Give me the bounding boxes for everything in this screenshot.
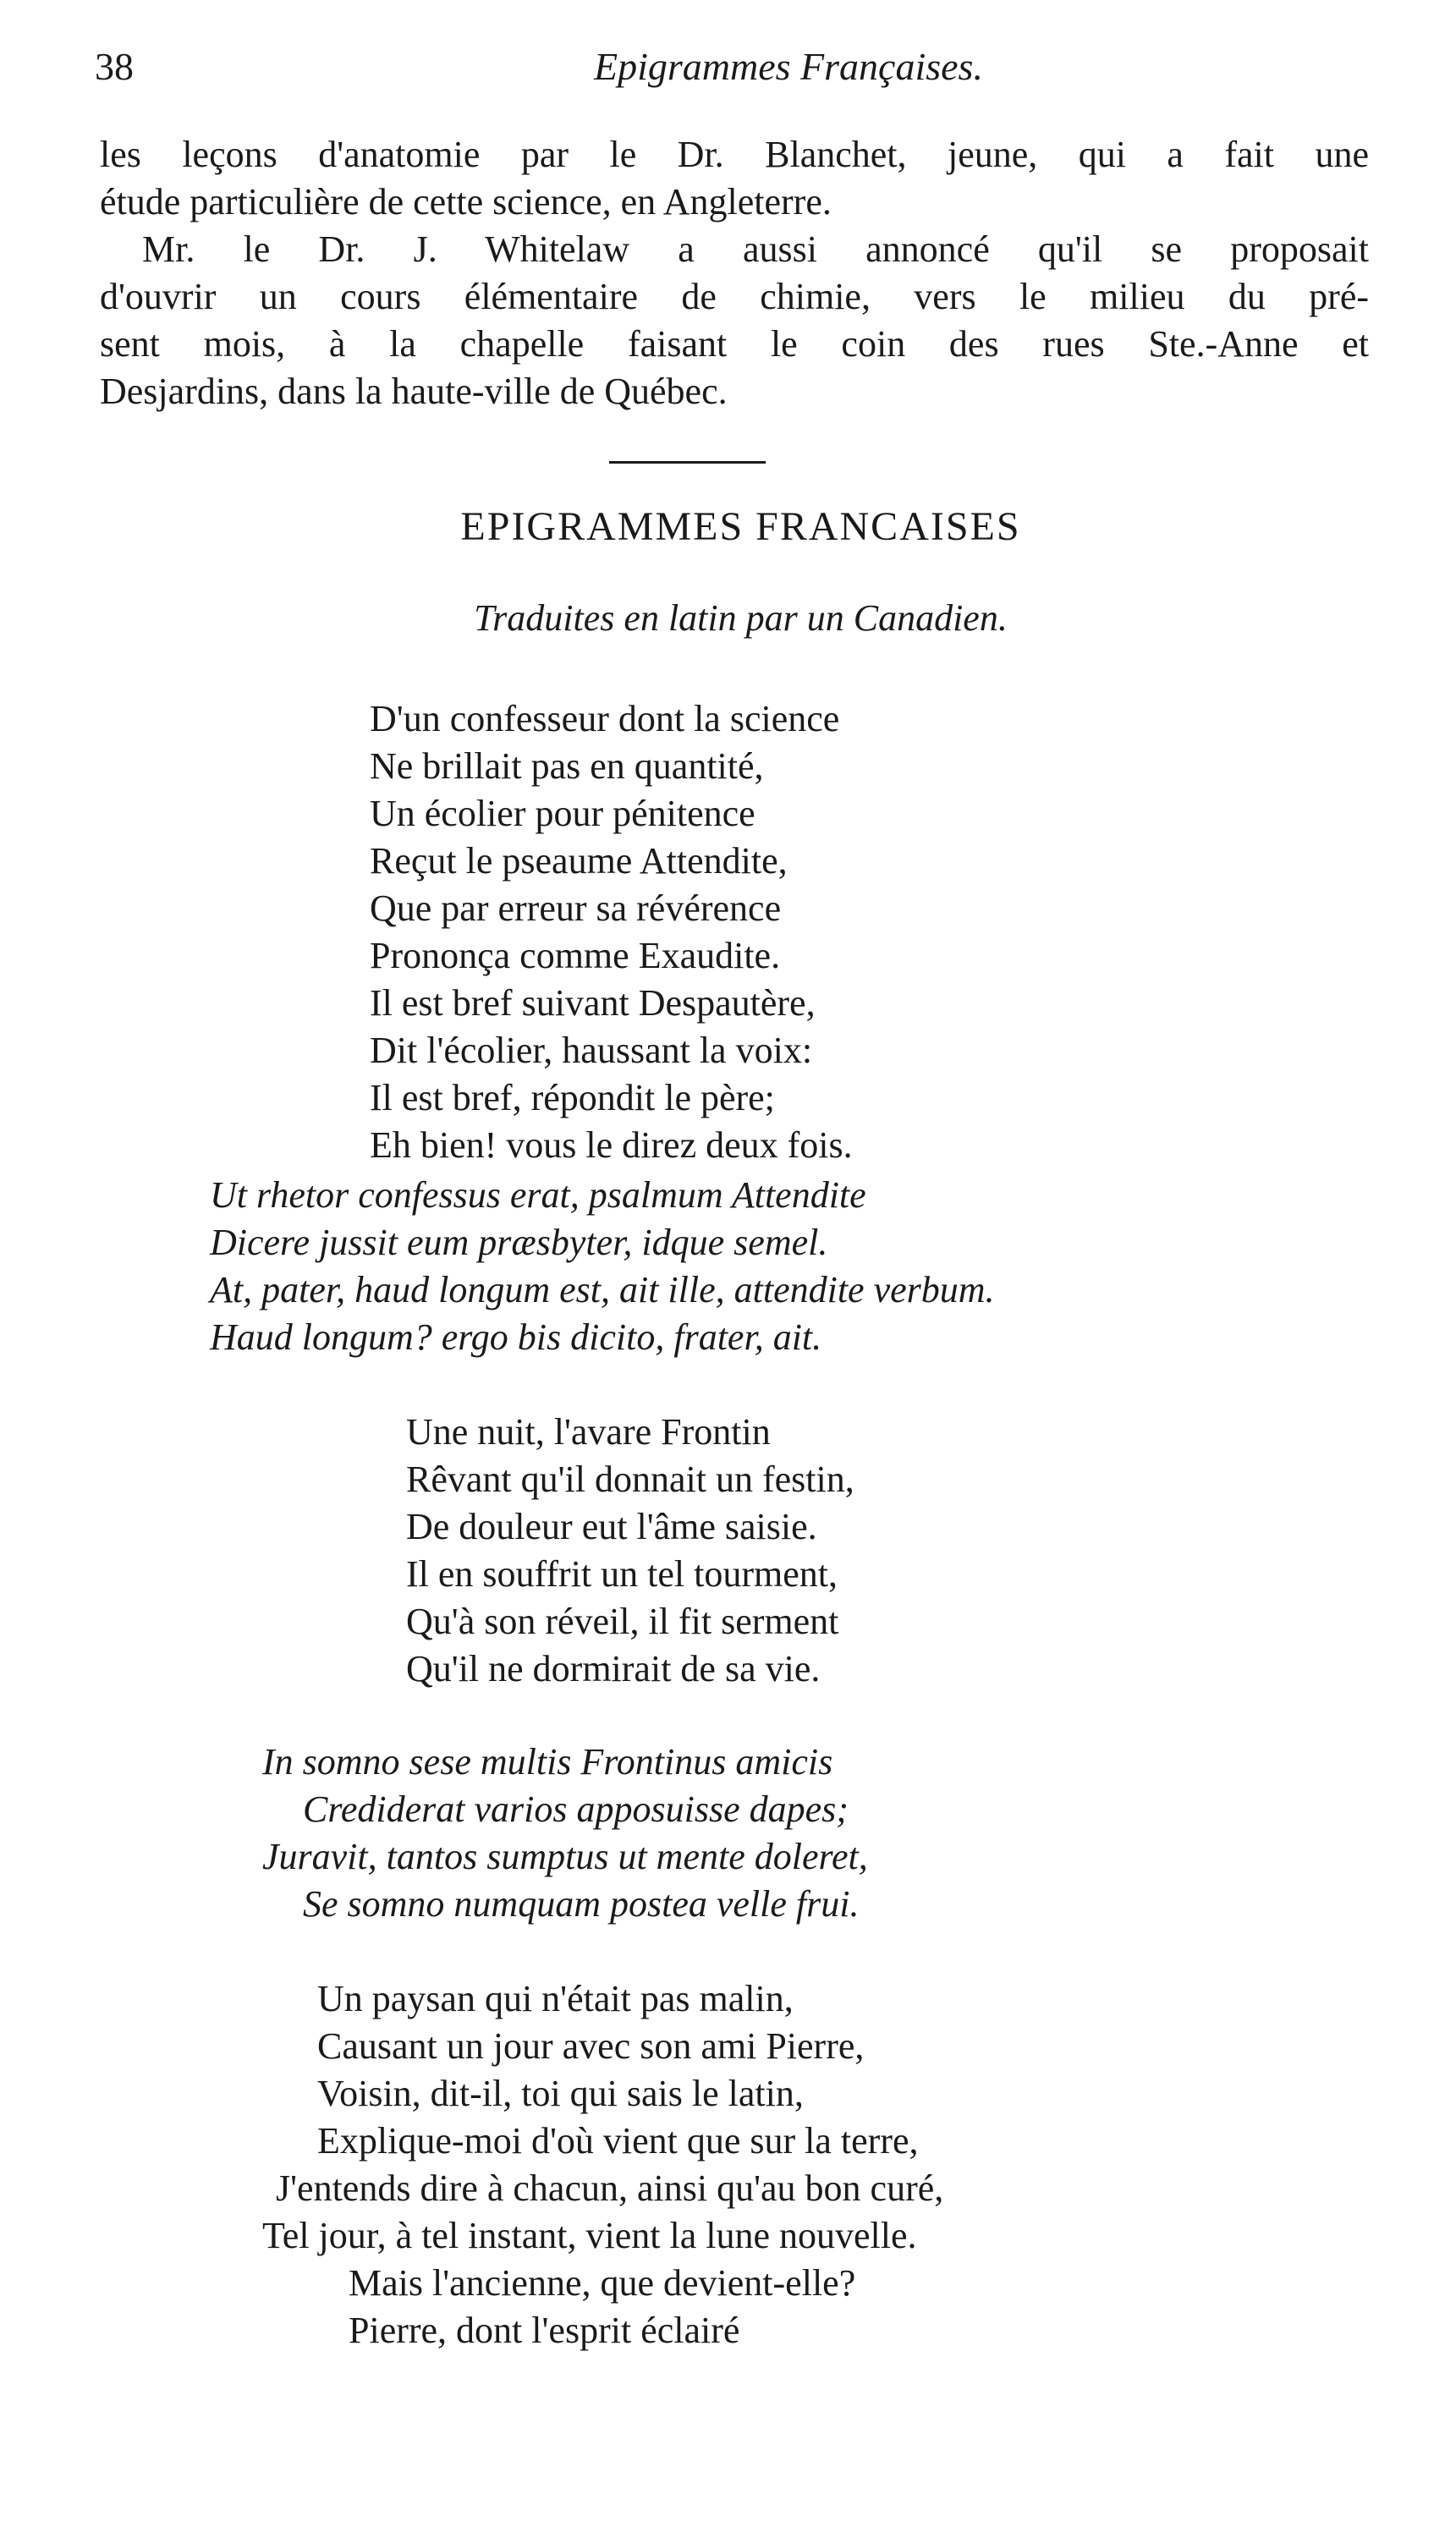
section-subtitle: Traduites en latin par un Canadien. [474,597,1008,639]
verse-line: Eh bien! vous le direz deux fois. [370,1124,853,1166]
verse-line: At, pater, haud longum est, ait ille, attendite verbum. [210,1269,995,1310]
verse-line: Tel jour, à tel instant, vient la lune nouvelle. [262,2215,917,2256]
verse-line: J'entends dire à chacun, ainsi qu'au bon curé, [276,2167,944,2209]
verse-line: Explique-moi d'où vient que sur la terre, [317,2120,919,2162]
verse-line: Ne brillait pas en quantité, [370,745,764,787]
verse-line: Rêvant qu'il donnait un festin, [406,1459,854,1500]
page-number: 38 [95,45,134,88]
prose-line: sent mois, à la chapelle faisant le coin des rues Ste.-Anne et [100,323,1369,365]
prose-paragraphs [100,131,1369,415]
verse-line: Pierre, dont l'esprit éclairé [349,2310,740,2351]
verse-line: Crediderat varios apposuisse dapes; [303,1788,849,1830]
verse-line: D'un confesseur dont la science [370,698,840,739]
prose-line: étude particulière de cette science, en Angleterre. [100,181,832,222]
verse-line: Mais l'ancienne, que devient-elle? [349,2262,856,2304]
french-epigram-1 [370,695,853,1169]
section-divider [609,461,766,464]
running-head: Epigrammes Françaises. [594,45,983,88]
verse-line: Dicere jussit eum præsbyter, idque semel. [210,1222,828,1263]
prose-line: Mr. le Dr. J. Whitelaw a aussi annoncé qu'il se proposait [142,228,1369,270]
verse-line: Causant un jour avec son ami Pierre, [317,2025,865,2067]
latin-translation-1 [210,1172,995,1361]
verse-line: Une nuit, l'avare Frontin [406,1411,771,1453]
verse-line: Dit l'écolier, haussant la voix: [370,1030,813,1071]
verse-line: Que par erreur sa révérence [370,887,782,929]
verse-line: De douleur eut l'âme saisie. [406,1506,817,1547]
verse-line: Il en souffrit un tel tourment, [406,1553,838,1595]
prose-line: les leçons d'anatomie par le Dr. Blanchet, jeune, qui a fait une [100,134,1369,175]
section-title: EPIGRAMMES FRANCAISES [460,504,1021,549]
verse-line: Qu'il ne dormirait de sa vie. [406,1648,821,1689]
verse-line: Il est bref suivant Despautère, [370,982,816,1024]
verse-line: Reçut le pseaume Attendite, [370,840,788,882]
verse-line: Se somno numquam postea velle frui. [303,1883,860,1925]
verse-line: Il est bref, répondit le père; [370,1077,775,1118]
verse-line: Prononça comme Exaudite. [370,935,781,976]
prose-line: d'ouvrir un cours élémentaire de chimie, vers le milieu du pré- [100,276,1369,317]
verse-line: Haud longum? ergo bis dicito, frater, ait. [210,1316,822,1358]
verse-line: Un écolier pour pénitence [370,793,755,834]
french-epigram-3 [262,1975,943,2354]
prose-line: Desjardins, dans la haute-ville de Québec. [100,371,728,412]
verse-line: Un paysan qui n'était pas malin, [317,1978,794,2019]
verse-line: Juravit, tantos sumptus ut mente doleret, [262,1836,868,1877]
verse-line: Qu'à son réveil, il fit serment [406,1601,839,1642]
french-epigram-2 [406,1409,854,1693]
verse-line: Voisin, dit-il, toi qui sais le latin, [317,2073,804,2114]
page-header [95,44,1364,103]
verse-line: Ut rhetor confessus erat, psalmum Attendite [210,1174,866,1216]
verse-line: In somno sese multis Frontinus amicis [262,1741,833,1783]
latin-translation-2 [262,1739,868,1928]
